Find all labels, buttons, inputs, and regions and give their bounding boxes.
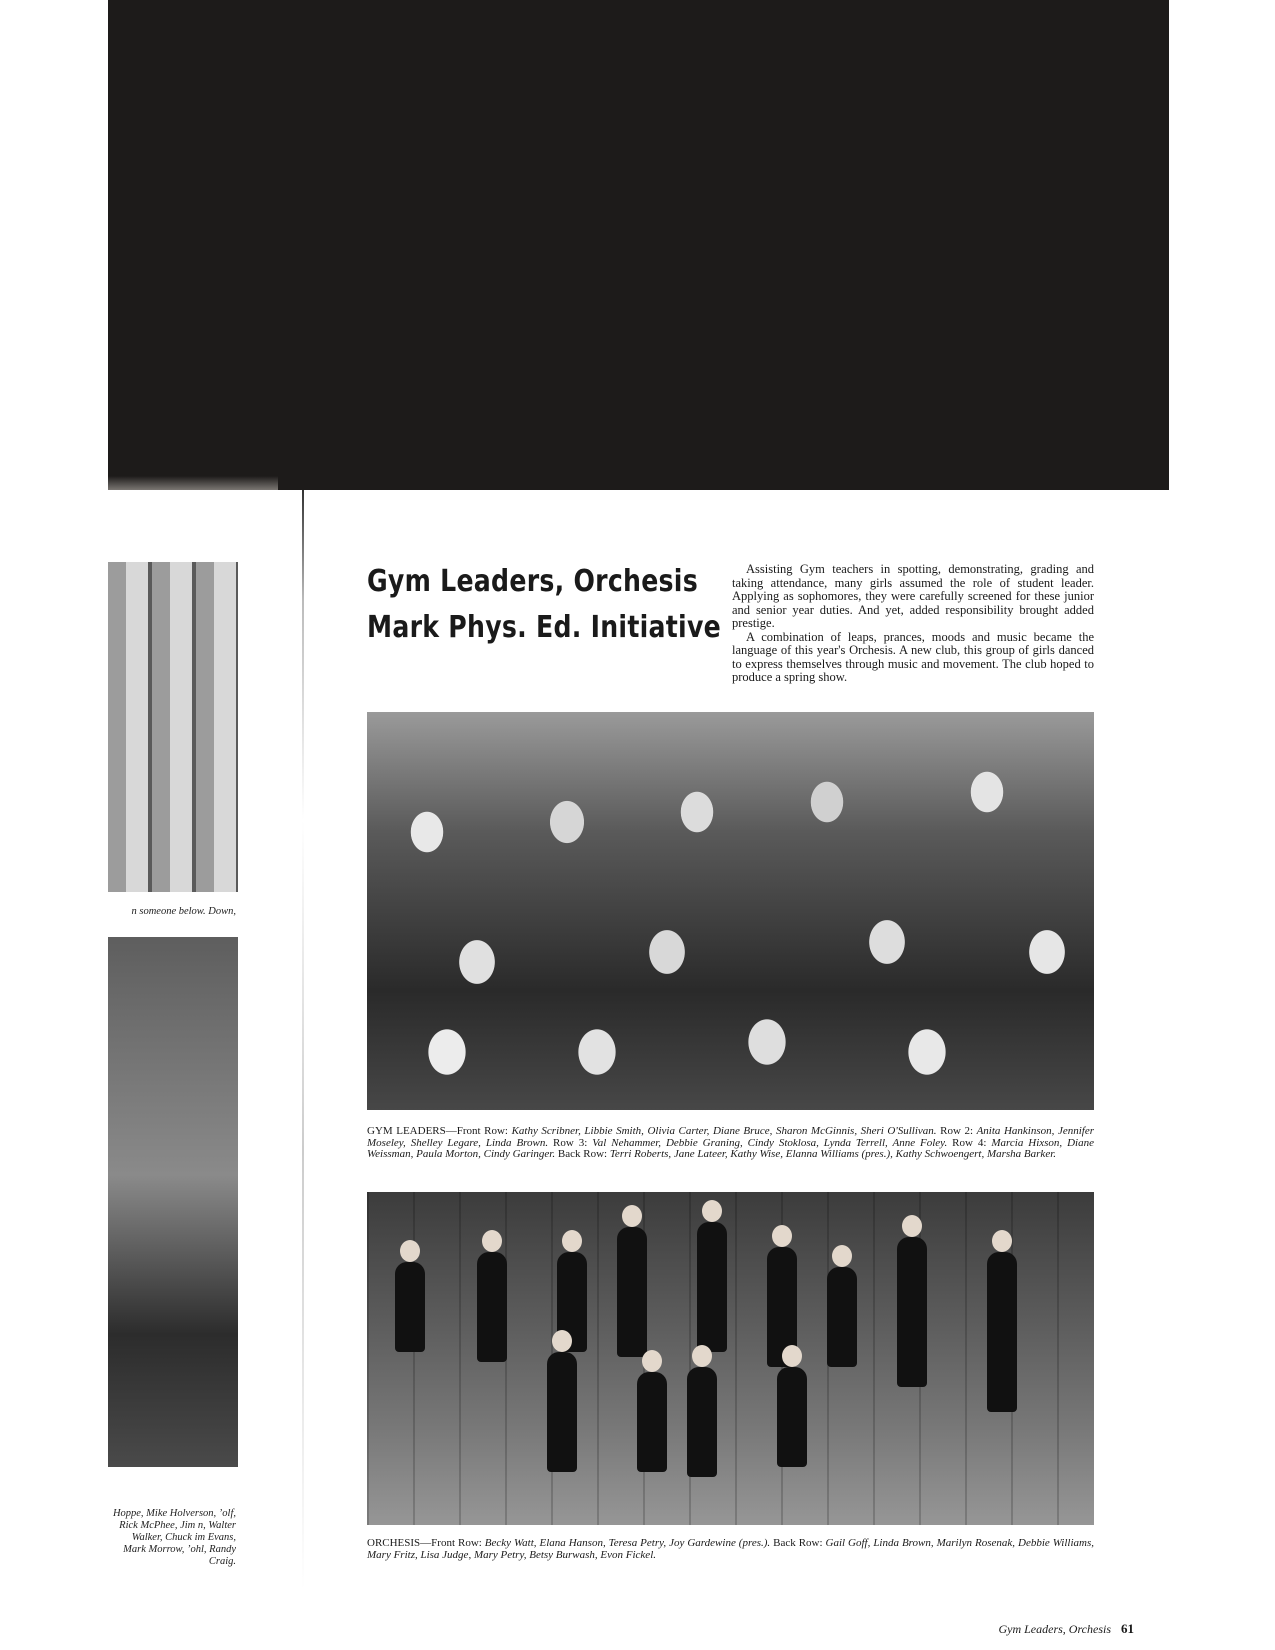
- gym-leaders-caption: [367, 1126, 1094, 1161]
- gym-caption-row2: Anita Hankinson, Jennifer Moseley, Shelley Legare, Linda Brown.: [367, 1125, 1095, 1149]
- orchesis-caption: [367, 1538, 1094, 1561]
- intro-text: [732, 563, 1094, 685]
- previous-page-strip: [108, 490, 304, 1650]
- scanned-dark-band: [108, 0, 1169, 490]
- folio-section: Gym Leaders, Orchesis: [998, 1622, 1111, 1636]
- gym-caption-back-row: Terri Roberts, Jane Lateer, Kathy Wise, Elanna Williams (pres.), Kathy Schwoengert, Marsha Barker.: [609, 1148, 1057, 1160]
- intro-paragraph-2: A combination of leaps, prances, moods and music became the language of this year's Orchesis. A new club, this group of girls danced to express themselves through music and movement. The club hoped to produce a spring show.: [732, 629, 1094, 684]
- gym-caption-row3: Val Nehammer, Debbie Graning, Cindy Stoklosa, Lynda Terrell, Anne Foley.: [592, 1136, 948, 1149]
- dancer-figure: [547, 1352, 577, 1472]
- orch-caption-back-row: Gail Goff, Linda Brown, Marilyn Rosenak, Debbie Williams, Mary Fritz, Lisa Judge, Mary Petry, Betsy Burwash, Evon Fickel.: [367, 1537, 1094, 1561]
- headline-line-1: Gym Leaders, Orchesis: [367, 564, 698, 599]
- left-photo-bottom: [108, 937, 238, 1467]
- gym-caption-front-row: Kathy Scribner, Libbie Smith, Olivia Carter, Diane Bruce, Sharon McGinnis, Sheri O'Sullivan.: [511, 1125, 937, 1137]
- orch-caption-lead: ORCHESIS—Front Row:: [367, 1537, 485, 1549]
- gym-caption-row2-label: Row 2:: [936, 1125, 977, 1137]
- left-photo-top: [108, 562, 238, 892]
- left-caption-bottom: Hoppe, Mike Holverson, ʼolf, Rick McPhee, Jim n, Walter Walker, Chuck im Evans, Mark Morrow, ʼohl, Randy Craig.: [112, 1508, 236, 1567]
- dancer-figure: [395, 1262, 425, 1352]
- dancer-figure: [777, 1367, 807, 1467]
- dancer-figure: [897, 1237, 927, 1387]
- gym-caption-back-label: Back Row:: [555, 1148, 610, 1160]
- gym-caption-row4-label: Row 4:: [947, 1136, 992, 1149]
- headline-line-2: Mark Phys. Ed. Initiative: [367, 610, 721, 645]
- scan-edge: [108, 476, 278, 490]
- left-caption-top: n someone below. Down,: [131, 906, 236, 917]
- orch-caption-back-label: Back Row:: [770, 1537, 826, 1549]
- gym-caption-lead: GYM LEADERS—Front Row:: [367, 1125, 512, 1137]
- dancer-figure: [987, 1252, 1017, 1412]
- page-gutter: [302, 490, 304, 1590]
- dancer-figure: [617, 1227, 647, 1357]
- dancer-figure: [637, 1372, 667, 1472]
- dancer-figure: [827, 1267, 857, 1367]
- dancer-figure: [477, 1252, 507, 1362]
- page-number: 61: [1121, 1621, 1134, 1636]
- intro-paragraph-1: Assisting Gym teachers in spotting, demonstrating, grading and taking attendance, many girls assumed the role of student leader. Applying as sophomores, they were carefully screened for these junior and senior year duties. And yet, added responsibility brought added prestige.: [732, 562, 1094, 630]
- dancer-figure: [687, 1367, 717, 1477]
- dancer-figure: [697, 1222, 727, 1352]
- gym-caption-row4: Marcia Hixson, Diane Weissman, Paula Morton, Cindy Garinger.: [367, 1136, 1094, 1160]
- orch-caption-front-row: Becky Watt, Elana Hanson, Teresa Petry, Joy Gardewine (pres.).: [484, 1537, 771, 1549]
- page-headline: [367, 559, 727, 651]
- gym-caption-row3-label: Row 3:: [548, 1136, 593, 1149]
- page-folio: [998, 1621, 1134, 1637]
- gym-leaders-photo: [367, 712, 1094, 1110]
- orchesis-photo: [367, 1192, 1094, 1525]
